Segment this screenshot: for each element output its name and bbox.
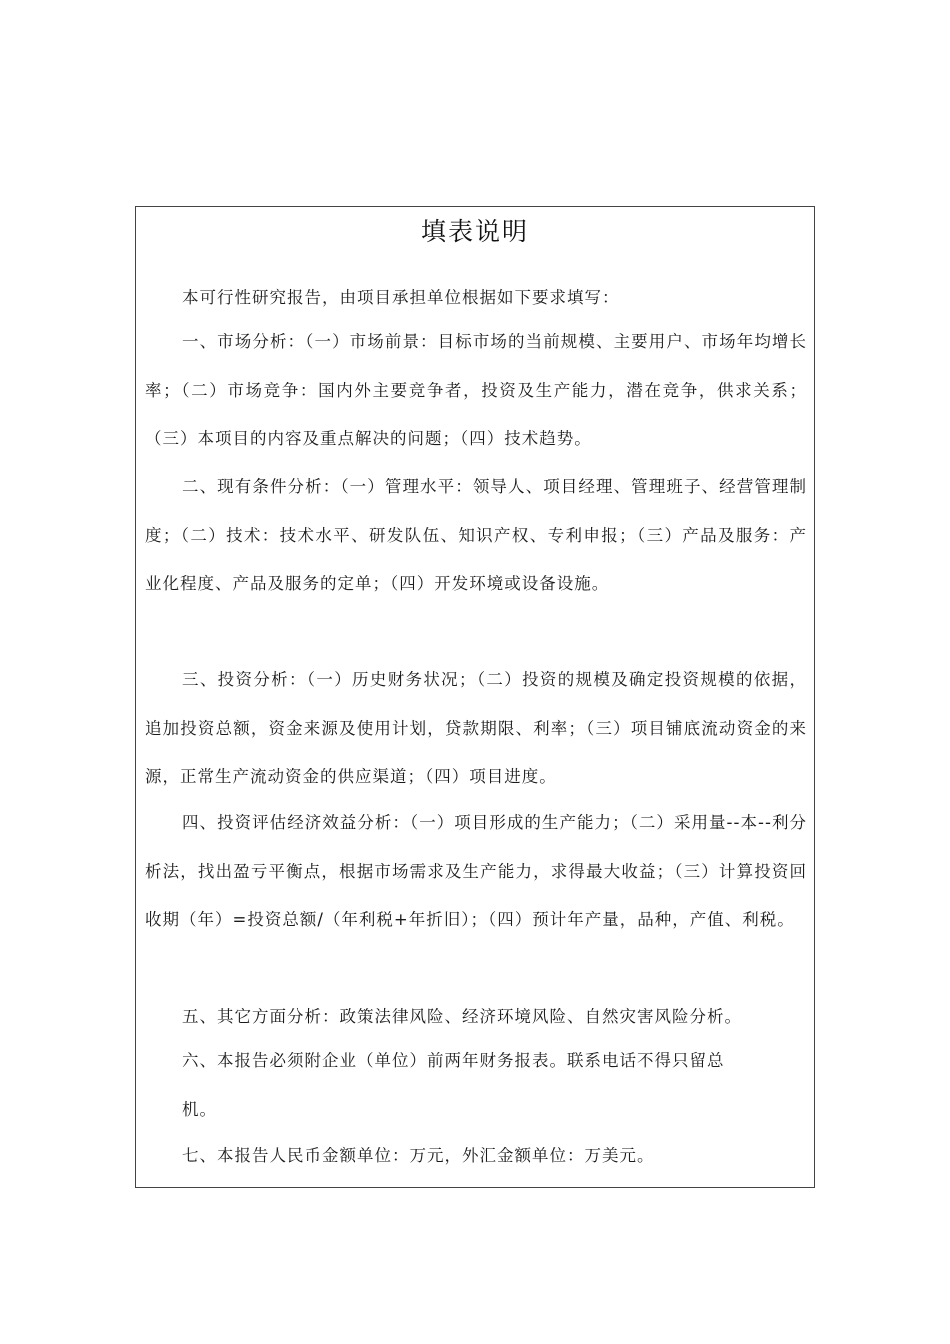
- item-3-investment-analysis: 三、投资分析：（一）历史财务状况；（二）投资的规模及确定投资规模的依据，追加投资总额，资金来源及使用计划，贷款期限、利率；（三）项目铺底流动资金的来源，正常生产流动资金的供应渠道；（四）项目进度。: [145, 670, 807, 787]
- item-5-other-analysis: 五、其它方面分析：政策法律风险、经济环境风险、自然灾害风险分析。: [182, 1007, 742, 1026]
- item-7-currency-units: 七、本报告人民币金额单位：万元，外汇金额单位：万美元。: [182, 1146, 655, 1165]
- item-6-line-1: 六、本报告必须附企业（单位）前两年财务报表。联系电话不得只留总: [182, 1051, 725, 1070]
- item-6-line-2: 机。: [182, 1099, 217, 1119]
- page-title: 填表说明: [420, 217, 529, 246]
- intro-paragraph: 本可行性研究报告，由项目承担单位根据如下要求填写：: [182, 288, 620, 307]
- item-1-market-analysis: 一、市场分析：（一）市场前景：目标市场的当前规模、主要用户、市场年均增长率；（二）市场竞争：国内外主要竞争者，投资及生产能力，潜在竞争，供求关系；（三）本项目的内容及重点解决的问题；（四）技术趋势。: [145, 332, 807, 449]
- item-2-existing-conditions: 二、现有条件分析：（一）管理水平：领导人、项目经理、管理班子、经营管理制度；（二）技术：技术水平、研发队伍、知识产权、专利申报；（三）产品及服务：产业化程度、产品及服务的定单；（四）开发环境或设备设施。: [145, 477, 807, 594]
- item-6-financial-statements: [145, 1037, 807, 1134]
- item-4-economic-benefit-analysis: 四、投资评估经济效益分析：（一）项目形成的生产能力；（二）采用量--本--利分析法，找出盈亏平衡点，根据市场需求及生产能力，求得最大收益；（三）计算投资回收期（年）=投资总额/（年利税+年折旧）；（四）预计年产量，品种，产值、利税。: [145, 813, 807, 930]
